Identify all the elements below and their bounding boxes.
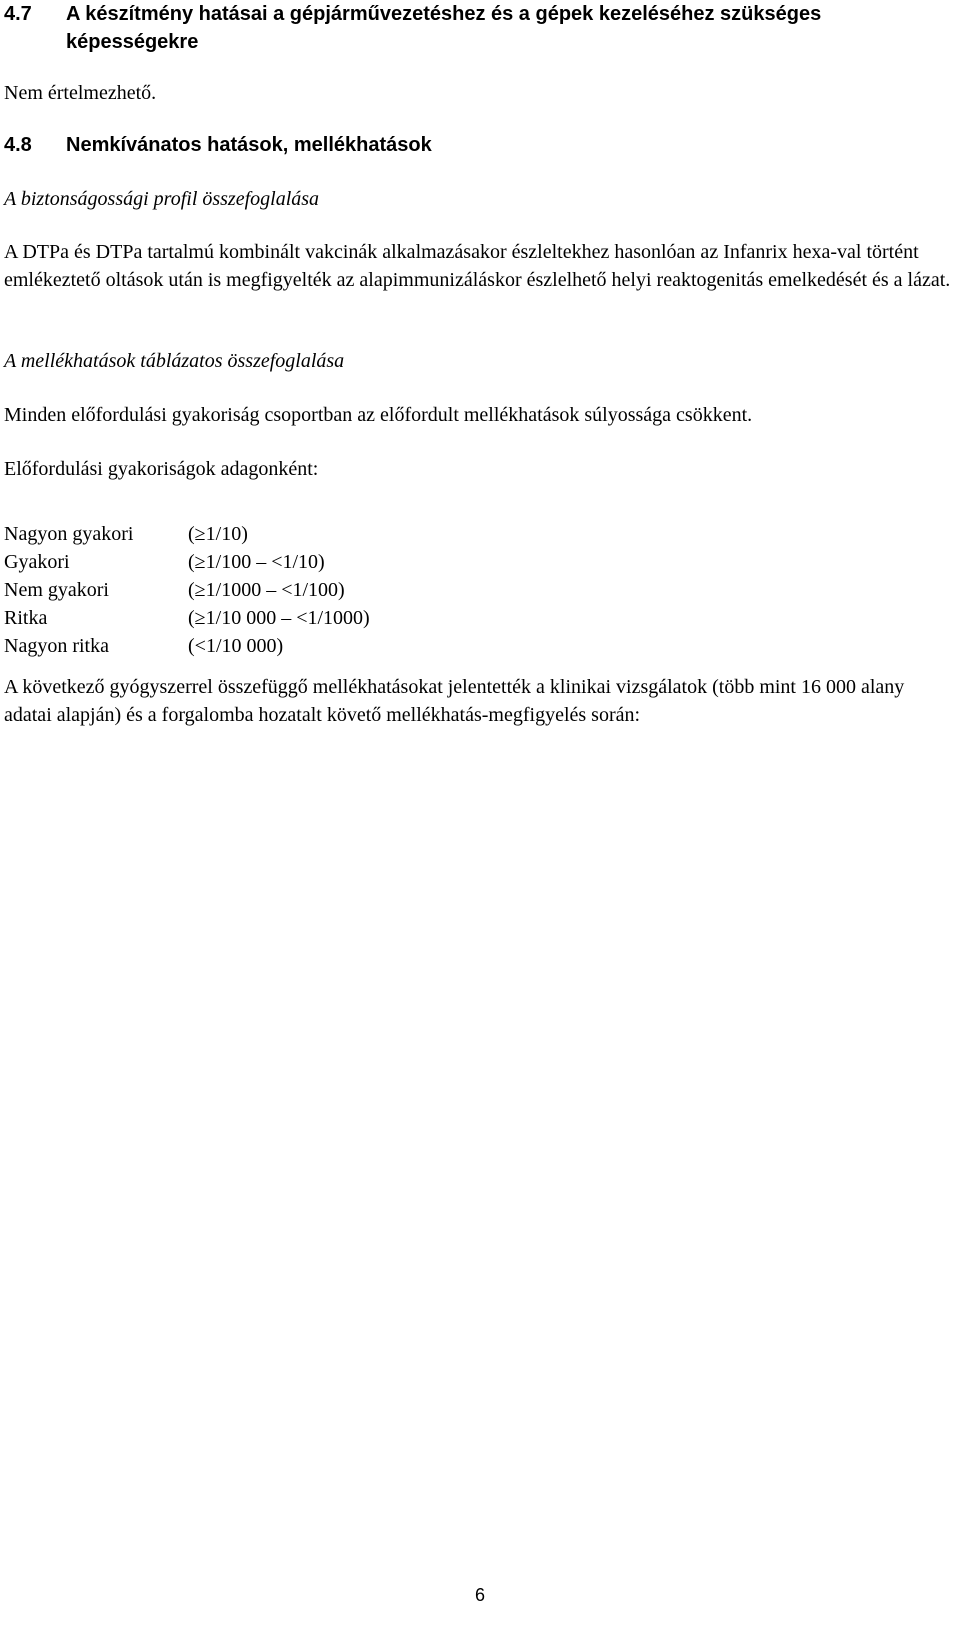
frequency-row [4,520,370,548]
frequency-row [4,632,370,660]
section-4-8-heading [4,131,432,159]
frequency-label: Nagyon gyakori [4,523,134,545]
tabular-summary-subheading: A mellékhatások táblázatos összefoglalása [4,350,345,372]
frequency-intro: Előfordulási gyakoriságok adagonként: [4,458,319,480]
section-4-7-title: A készítmény hatásai a gépjárművezetéshez és a gépek kezeléséhez szükséges képességekre [66,3,822,53]
frequency-label: Nem gyakori [4,579,109,601]
frequency-range: (<1/10 000) [188,635,284,657]
frequency-label: Ritka [4,607,48,629]
frequency-table [4,520,370,660]
severity-paragraph: Minden előfordulási gyakoriság csoportban az előfordult mellékhatások súlyossága csökkent. [4,404,753,426]
section-4-7-number: 4.7 [4,3,32,25]
section-4-8-number: 4.8 [4,134,32,156]
frequency-row [4,576,370,604]
frequency-range: (≥1/1000 – <1/100) [188,579,345,601]
frequency-row [4,548,370,576]
frequency-range: (≥1/10 000 – <1/1000) [188,607,370,629]
section-4-7-body: Nem értelmezhető. [4,82,157,104]
frequency-row [4,604,370,632]
section-4-8-title: Nemkívánatos hatások, mellékhatások [66,134,432,156]
frequency-range: (≥1/10) [188,523,248,545]
frequency-range: (≥1/100 – <1/10) [188,551,325,573]
frequency-label: Gyakori [4,551,70,573]
safety-profile-paragraph: A DTPa és DTPa tartalmú kombinált vakcinák alkalmazásakor észleltekhez hasonlóan az Infanrix hexa-val történt emlékeztető oltások után is megfigyelték az alapimmunizáláskor észlelhető helyi reaktogenitás emelkedését és a lázat. [4,241,951,291]
section-4-7-heading [4,0,954,56]
frequency-label: Nagyon ritka [4,635,109,657]
closing-paragraph: A következő gyógyszerrel összefüggő mellékhatásokat jelentették a klinikai vizsgálatok (több mint 16 000 alany adatai alapján) és a forgalomba hozatalt követő mellékhatás-megfigyelés során: [4,676,905,726]
page-number: 6 [474,1585,485,1605]
safety-profile-subheading: A biztonságossági profil összefoglalása [4,188,320,210]
